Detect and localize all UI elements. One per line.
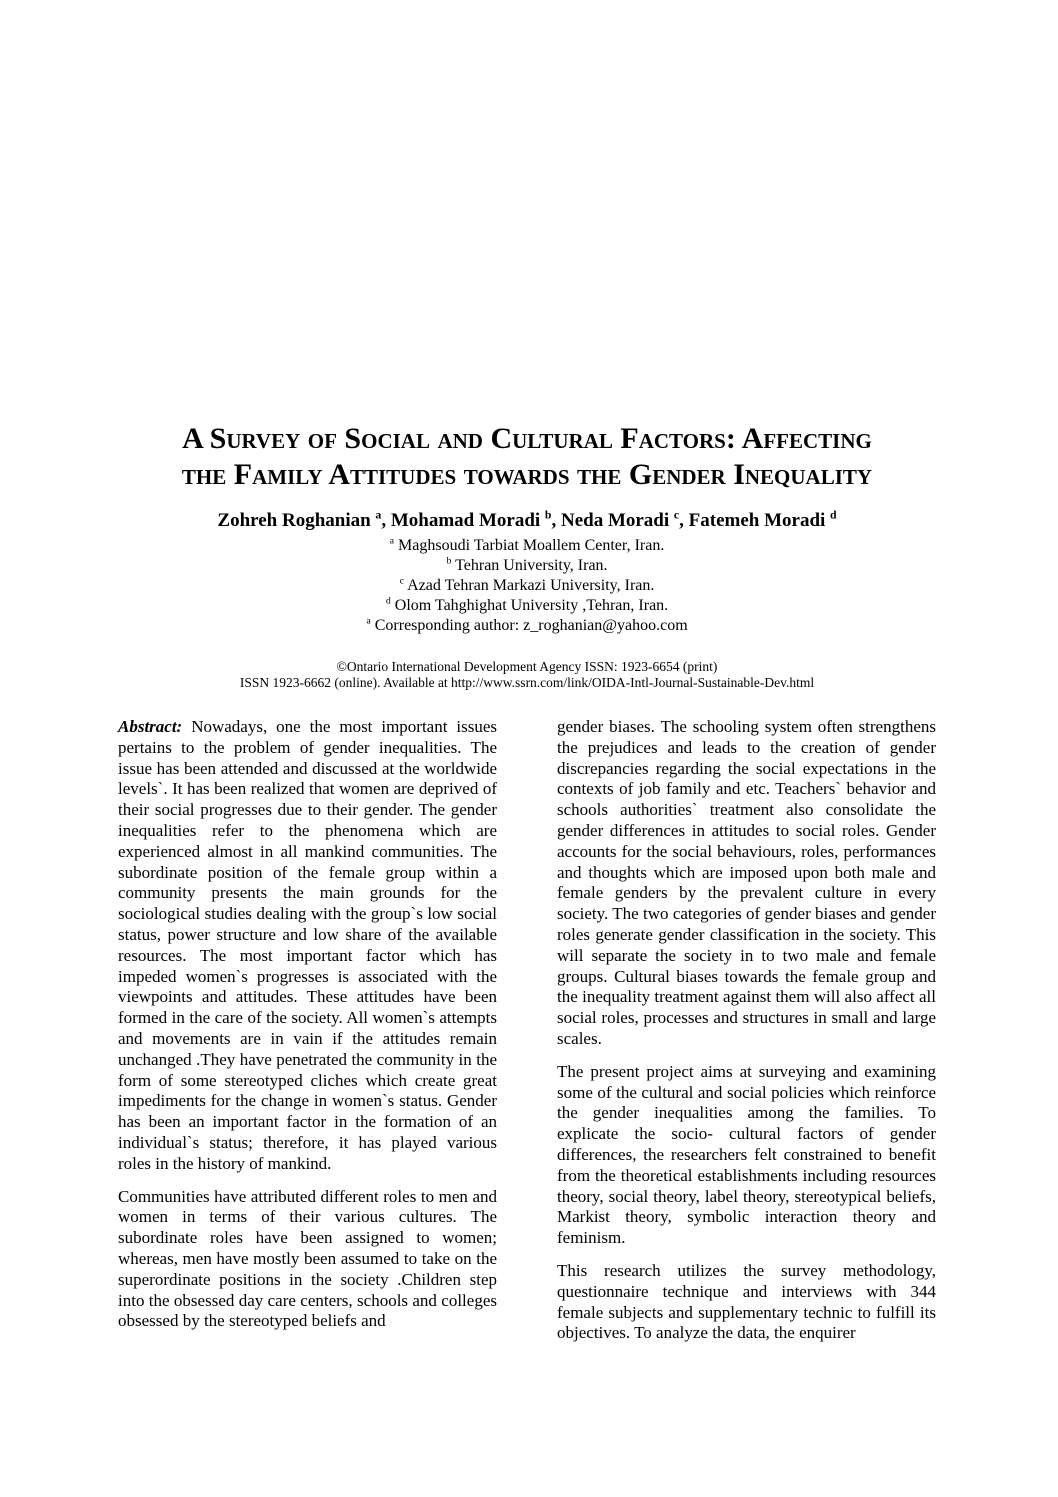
right-column [557, 717, 936, 1356]
author-name: , Fatemeh Moradi [679, 510, 831, 531]
title-line-1: A Survey of Social and Cultural Factors: Affecting [182, 422, 872, 455]
affil-marker: c [399, 575, 405, 587]
issn-line-online: ISSN 1923-6662 (online). Available at http://www.ssrn.com/link/OIDA-Intl-Journal-Sustainable-Dev.html [239, 675, 815, 690]
author-affil-marker: c [673, 508, 680, 522]
author-affil-marker: d [830, 508, 837, 522]
abstract-columns [118, 717, 936, 1356]
issn-block [118, 659, 936, 691]
affiliation-line [118, 556, 936, 576]
title-line-2: the Family Attitudes towards the Gender Inequality [181, 458, 873, 491]
body-paragraph: This research utilizes the survey methodology, questionnaire technique and interviews with 344 female subjects and supplementary technic to fulfill its objectives. To analyze the data, the enquirer [557, 1260, 936, 1343]
author-name: Zohreh Roghanian [217, 510, 376, 531]
affiliation-line [118, 596, 936, 616]
authors-line [118, 510, 936, 532]
corresponding-author-text: Corresponding author: z_roghanian@yahoo.com [370, 617, 688, 634]
author-affil-marker: a [375, 508, 382, 522]
page-content [118, 0, 936, 1356]
affiliation-text: Azad Tehran Markazi University, Iran. [404, 577, 655, 594]
affiliation-line [118, 536, 936, 556]
author-name: , Neda Moradi [551, 510, 674, 531]
abstract-paragraph [118, 717, 497, 1175]
body-paragraph: The present project aims at surveying and examining some of the cultural and social policies which reinforce the gender inequalities among the families. To explicate the socio- cultural factors of gender differences, the researchers felt constrained to benefit from the theoretical establishments including resources theory, social theory, label theory, stereotypical beliefs, Markist theory, symbolic interaction theory and feminism. [557, 1061, 936, 1248]
author-name: , Mohamad Moradi [381, 510, 545, 531]
affiliation-text: Olom Tahghighat University ,Tehran, Iran. [390, 597, 669, 614]
affil-marker: d [385, 595, 391, 607]
issn-line-print: ©Ontario International Development Agency ISSN: 1923-6654 (print) [336, 659, 718, 674]
affil-marker: a [366, 615, 371, 627]
paper-title [118, 0, 936, 493]
corresponding-author-line [118, 616, 936, 636]
affiliation-text: Tehran University, Iran. [451, 557, 608, 574]
left-column [118, 717, 497, 1356]
abstract-label: Abstract: [118, 717, 183, 736]
body-paragraph: gender biases. The schooling system often strengthens the prejudices and leads to the creation of gender discrepancies regarding the social expectations in the contexts of job family and etc. Teachers` behavior and schools authorities` treatment also consolidate the gender differences in attitudes to social roles. Gender accounts for the social behaviours, roles, performances and thoughts which are imposed upon both male and female genders by the prevalent culture in every society. The two categories of gender biases and gender roles generate gender classification in the society. This will separate the society in to two male and female groups. Cultural biases towards the female group and the inequality treatment against them will also affect all social roles, processes and structures in small and large scales. [557, 717, 936, 1048]
body-paragraph: Communities have attributed different roles to men and women in terms of their various cultures. The subordinate roles have been assigned to women; whereas, men have mostly been assumed to take on the superordinate positions in the society .Children step into the obsessed day care centers, schools and colleges obsessed by the stereotyped beliefs and [118, 1186, 497, 1331]
affiliation-text: Maghsoudi Tarbiat Moallem Center, Iran. [394, 537, 665, 554]
abstract-text: Nowadays, one the most important issues pertains to the problem of gender inequalities. The issue has been attended and discussed at the worldwide levels`. It has been realized that women are deprived of their social progresses due to their gender. The gender inequalities refer to the phenomena which are experienced almost in all mankind communities. The subordinate position of the female group within a community presents the main grounds for the sociological studies dealing with the group`s low social status, power structure and low share of the available resources. The most important factor which has impeded women`s progresses is associated with the viewpoints and attitudes. These attitudes have been formed in the care of the society. All women`s attempts and movements are in vain if the attitudes remain unchanged .They have penetrated the community in the form of some stereotyped cliches which create great impediments for the change in women`s status. Gender has been an important factor in the formation of an individual`s status; therefore, it has played various roles in the history of mankind. [118, 717, 498, 1173]
affiliation-line [118, 576, 936, 596]
affil-marker: b [446, 555, 452, 567]
affil-marker: a [389, 535, 395, 547]
affiliations-block [118, 536, 936, 636]
author-affil-marker: b [544, 508, 552, 522]
